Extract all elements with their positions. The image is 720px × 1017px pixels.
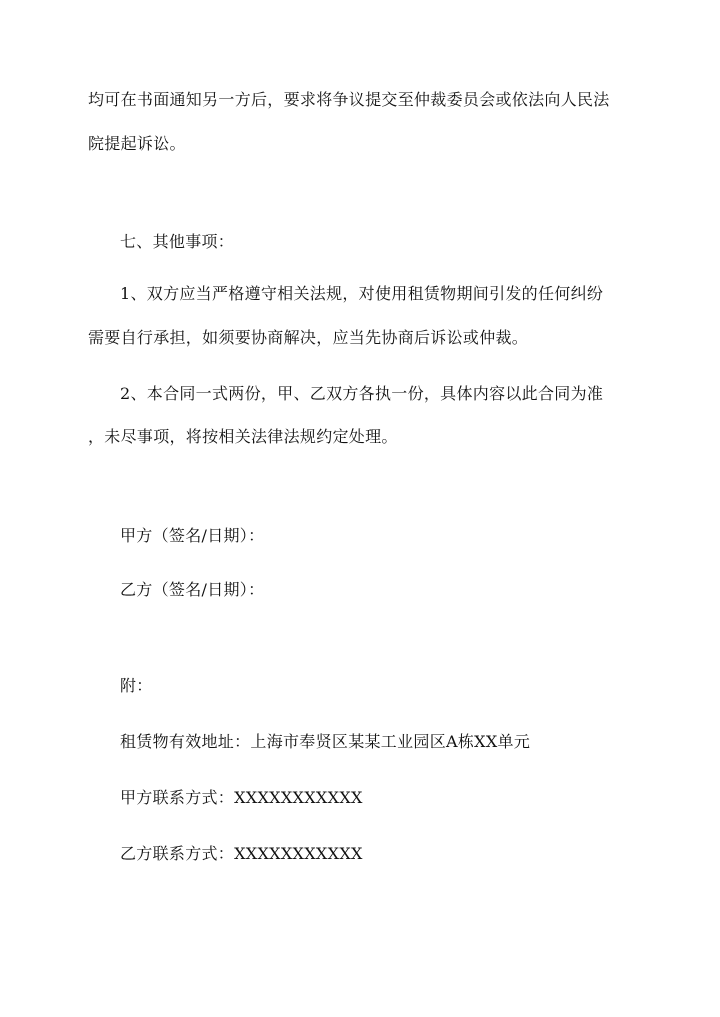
section-7-item-2-line-2: ，未尽事项，将按相关法律法规约定处理。 [88, 427, 398, 446]
party-a-contact: 甲方联系方式：XXXXXXXXXXX [120, 788, 363, 807]
party-b-contact: 乙方联系方式：XXXXXXXXXXX [120, 844, 363, 863]
party-b-signature-line: 乙方（签名/日期）： [120, 580, 265, 599]
section-7-item-1-line-2: 需要自行承担，如须要协商解决，应当先协商后诉讼或仲裁。 [88, 328, 529, 347]
appendix-address: 租赁物有效地址：上海市奉贤区某某工业园区A栋XX单元 [120, 732, 531, 751]
appendix-label: 附： [120, 676, 153, 695]
section-7-item-2-line-1: 2、本合同一式两份，甲、乙双方各执一份，具体内容以此合同为准 [120, 384, 604, 403]
party-a-signature-line: 甲方（签名/日期）： [120, 526, 265, 545]
section-7-item-1-line-1: 1、双方应当严格遵守相关法规，对使用租赁物期间引发的任何纠纷 [120, 284, 604, 303]
paragraph-continuation-line-2: 院提起诉讼。 [88, 134, 186, 153]
paragraph-continuation-line-1: 均可在书面通知另一方后，要求将争议提交至仲裁委员会或依法向人民法 [88, 90, 610, 109]
section-7-heading: 七、其他事项： [120, 232, 235, 251]
